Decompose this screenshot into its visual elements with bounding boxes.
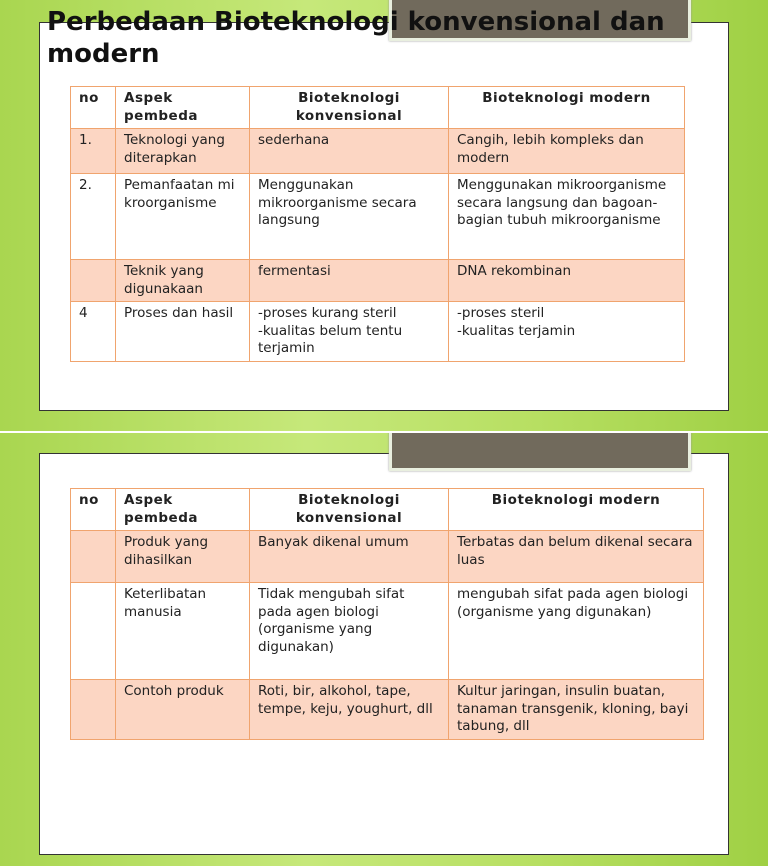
table-header — [71, 87, 685, 129]
header-konvensional: Bioteknologi konvensional — [250, 87, 449, 129]
cell: -proses kurang steril -kualitas belum tentu terjamin — [250, 302, 449, 362]
cell: Contoh produk — [116, 680, 250, 740]
table-row — [71, 302, 685, 362]
cell: Menggunakan mikroorganisme secara langsung — [250, 174, 449, 260]
table-row — [71, 129, 685, 174]
cell: Kultur jaringan, insulin buatan, tanaman transgenik, kloning, bayi tabung, dll — [449, 680, 704, 740]
cell: 2. — [71, 174, 116, 260]
header-konvensional: Bioteknologi konvensional — [250, 489, 449, 531]
cell: sederhana — [250, 129, 449, 174]
table-row — [71, 260, 685, 302]
cell: Produk yang dihasilkan — [116, 531, 250, 583]
header-no: no — [71, 489, 116, 531]
cell: Pemanfaatan mikroorganisme — [116, 174, 250, 260]
header-modern: Bioteknologi modern — [449, 87, 685, 129]
table-header — [71, 489, 704, 531]
header-aspek: Aspek pembeda — [116, 87, 250, 129]
decorative-gray-box — [389, 433, 691, 471]
cell: Keterlibatan manusia — [116, 583, 250, 680]
cell — [71, 260, 116, 302]
slide-2 — [0, 433, 768, 866]
cell: Terbatas dan belum dikenal secara luas — [449, 531, 704, 583]
cell — [71, 531, 116, 583]
cell: Roti, bir, alkohol, tape, tempe, keju, youghurt, dll — [250, 680, 449, 740]
cell: 1. — [71, 129, 116, 174]
table-row — [71, 583, 704, 680]
cell: Cangih, lebih kompleks dan modern — [449, 129, 685, 174]
cell: 4 — [71, 302, 116, 362]
cell — [71, 583, 116, 680]
slide-title: Perbedaan Bioteknologi konvensional dan modern — [47, 7, 665, 69]
cell: Tidak mengubah sifat pada agen biologi (organisme yang digunakan) — [250, 583, 449, 680]
cell: DNA rekombinan — [449, 260, 685, 302]
header-aspek: Aspek pembeda — [116, 489, 250, 531]
cell — [71, 680, 116, 740]
slide-1 — [0, 0, 768, 431]
header-no: no — [71, 87, 116, 129]
table-row — [71, 174, 685, 260]
header-modern: Bioteknologi modern — [449, 489, 704, 531]
cell: fermentasi — [250, 260, 449, 302]
table-row — [71, 680, 704, 740]
comparison-table-1 — [70, 86, 685, 362]
cell: Teknologi yang diterapkan — [116, 129, 250, 174]
cell: Proses dan hasil — [116, 302, 250, 362]
cell: Menggunakan mikroorganisme secara langsung dan bagoan-bagian tubuh mikroorganisme — [449, 174, 685, 260]
table-row — [71, 531, 704, 583]
cell: Banyak dikenal umum — [250, 531, 449, 583]
cell: mengubah sifat pada agen biologi (organisme yang digunakan) — [449, 583, 704, 680]
cell: Teknik yang digunakaan — [116, 260, 250, 302]
comparison-table-2 — [70, 488, 704, 740]
cell: -proses steril -kualitas terjamin — [449, 302, 685, 362]
